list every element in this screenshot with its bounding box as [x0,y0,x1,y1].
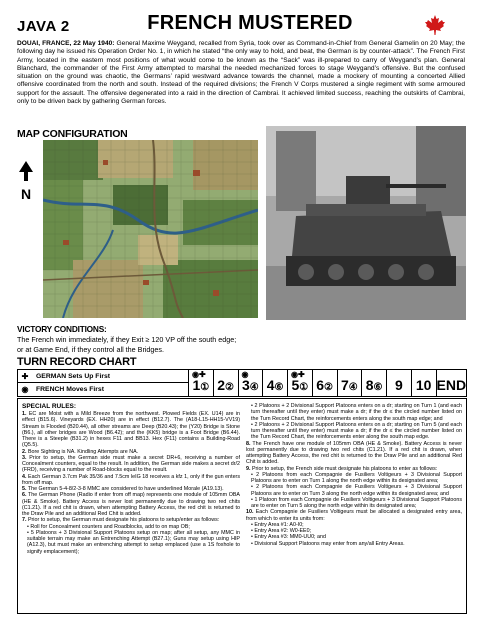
rule-paragraph [246,484,462,497]
turn-8: 8⑥ [362,370,387,396]
turn-record-heading: TURN RECORD CHART [17,356,137,368]
french-moves-row [18,383,188,395]
rule-text: • Entry Area #1: A0-I0; [251,521,304,528]
rule-text: • Entry Area #3: MM0-UU0; and [251,534,326,541]
rule-number: 1. [22,411,27,417]
turn-3: ◉ 3④ [239,370,264,396]
rule-paragraph [246,403,462,422]
turn-4: 4⑥ [263,370,288,396]
scenario-title: FRENCH MUSTERED [147,12,353,34]
victory-line-1: The French win immediately, if they Exit ≥ 120 VP off the south edge; [17,335,237,344]
rule-paragraph [246,422,462,441]
rule-text: • Entry Area #2: W0-EE0; [251,528,312,534]
victory-conditions-text [17,335,257,354]
rule-paragraph [22,530,240,555]
victory-conditions-heading: VICTORY CONDITIONS: [17,324,107,334]
rule-number: 5. [22,486,27,492]
rule-text: • 1 Platoon from each Compagnie de Fusiliers Voltigeurs + 3 Divisional Support Platoons are to enter on Turn 5 along the north edge within its designated area; [251,496,462,509]
rule-paragraph [246,472,462,485]
rule-number: 9. [246,465,251,472]
roundel-icon: ◉ [21,384,29,394]
rule-text: EC are Moist with a Mild Breeze from the northwest. Plowed Fields (EX. U14) are in effect (B15.6). Vineyards (EX. HH20) are in effect (B12.7). The (A18-L15-HH15-VV19) Stream is Flooded (B20.44), all other streams are Deep (B20.43); the (Y20) Bridge is Stone (B6.), all other bridges are Wood (B6.42); and the (KK5) bridge is a Foot Bridge (B6.44). There is a Steeple (B31.2) in hexes F11 and BB13. Hex (F11) contains a Building-Road (Q5.5). [22,411,240,449]
rule-text: The German Phone (Radio if enter from off map) represents one module of 105mm OBA (HE & Smoke). Battery Access is never lost permanently due to drawing two red chits (C1.21). If a red chit is drawn, when attempting Battery Access, the red chit is returned to the Draw Pile and an additional Red Chit is added. [22,492,240,517]
turn-2: 2② [214,370,239,396]
turn-end: END [436,377,467,393]
rule-text: Prior to setup, the German must designate his platoons to setup/enter as follows: [26,517,220,524]
rule-number: 8. [246,440,251,447]
historical-photo [266,126,466,320]
german-setup-row [18,370,188,383]
arrow-up-icon [15,160,37,182]
rule-number: 4. [22,473,27,480]
maple-leaf-icon [424,14,446,36]
rule-text: • Roll for Concealment counters and Roadblocks, add to on map OB; [27,523,190,530]
scenario-id: JAVA 2 [17,18,70,35]
rule-number: 7. [22,517,27,524]
turn-9: 9 [387,370,412,396]
rule-text: • Divisional Support Platoons may enter from any/all Entry Areas. [251,540,405,547]
rule-paragraph [246,441,462,466]
dateline: DOUAI, FRANCE, 22 May 1940: [17,40,115,47]
rule-number: 3. [22,454,27,461]
victory-line-2: or at Game End, if they control all the Bridges. [17,344,165,354]
rule-paragraph [22,411,240,449]
turn-7: 7④ [338,370,363,396]
special-rules-right-column [246,403,462,547]
rule-text: • 5 Platoons + 3 Divisional Support Platoons setup on map; after all setup, any MMC in suitable terrain may make an Entrenching Attempt (B27.1); Guns may setup using HIP (A12.3), but must make an entrenching attempt to setup emplaced (use a 1S foxhole to signify emplacement); [27,529,240,555]
rule-text: • 2 Platoons + 2 Divisional Support Platoons enters on a dr; starting on Turn 5 (and each turn thereafter until they enter) must make a dr; if the dr ≤ the circled number listed on the Turn Record Chart, the reinforcements enter along the south map edge. [251,421,462,441]
special-rules-heading: SPECIAL RULES: [22,403,77,410]
rule-text: Prior to setup, the German side must make a secret DR+6, receiving a number of Concealment counters, equal to the result. In addition, the German side makes a secret dr/2 (FRD), receiving a number of Road-blocks equal to the result. [22,454,240,474]
cross-icon: ✚ [21,371,29,381]
map-configuration-heading: MAP CONFIGURATION [17,128,128,140]
german-setup-label: GERMAN Sets Up First [36,372,111,380]
rule-paragraph [246,509,462,522]
rule-number: 6. [22,492,27,499]
rule-text: • 2 Platoons + 2 Divisional Support Platoons enters on a dr; starting on Turn 1 (and each turn thereafter until they enter) must make a dr; if the dr ≤ the circled number listed on the Turn Record Chart, the reinforcements enters along the south map edge; and [251,403,462,422]
turn-track [188,370,466,396]
rule-text: • 2 Platoons from each Compagnie de Fusiliers Voltigeurs + 3 Divisional Support Platoons are to enter on Turn 1 along the north edge within its designated area; [251,471,462,484]
rule-paragraph [246,497,462,510]
intro-paragraph [17,40,465,106]
turn-record-chart [17,369,467,397]
french-moves-label: FRENCH Moves First [36,385,104,393]
north-compass [15,160,37,201]
rule-text: Each German 3.7cm Pak 35/36 and 7.5cm leIG 18 receives a kfz 1, only if the gun enters from off map. [22,473,240,486]
rule-text: • 2 Platoons from each Compagnie de Fusiliers Voltigeurs + 3 Divisional Support Platoons are to enter on Turn 3 along the north edge within its designated area; and [251,484,462,497]
turn-1: ◉✚ 1① [189,370,214,396]
special-rules-box [17,398,467,614]
special-rules-left-column [22,403,240,555]
compass-letter: N [20,186,32,202]
intro-text: General Maxime Weygand, recalled from Syria, took over as Command-in-Chief from General Gamelin on 20 May; the following day he issued his Operation Order No. 1, in which he stated “the only way to hold, and beat, the German is by counter-attack”. The French First Army, located in the eastern most positions of what would come to be known as the “Sack” was ill-prepared to carry of Weygand’s plan. General Blanchard, the commander of the First Army attempted to marshal the needed mechanized forces to stage Weygand’s offensive. But the confused situation on the ground was chaotic, the Germans’ rapid westward advance towards the channel, made a mockery of mounting a concerted Allied offensive coordinated from the north and south. Instead of the required divisions; the French V Corps mustered a single regiment with some armoured support for the assault. The offensive degenerated into a raid in the direction of Cambrai. It achieved limited success, reaching the outskirts of Cambrai, only to be driven back by gathering German forces. [17,40,465,106]
hex-map [43,140,258,318]
rule-text: Each Compagnie de Fusiliers Voltigeurs must be allocated a designated entry area, from which to enter its units from: [246,509,462,522]
rule-text: The French have one module of 105mm OBA (HE & Smoke). Battery Access is never lost permanently due to drawing two red chits (C1.21). If a red chit is drawn, when attempting Battery Access, the red chit is returned to the Draw Pile and an additional Red Chit is added. [246,440,462,466]
turn-6: 6② [313,370,338,396]
rule-paragraph [246,541,462,547]
rule-text: Bore Sighting is NA. Kindling Attempts are NA. [26,448,139,455]
tank-photo [266,126,466,320]
rule-text: Prior to setup, the French side must designate his platoons to enter as follows: [250,465,438,472]
map-terrain [43,140,258,318]
turn-5: ◉✚ 5① [288,370,313,396]
rule-number: 10. [246,509,254,516]
rule-number: 2. [22,448,27,455]
rule-paragraph [22,455,240,474]
rule-paragraph [22,492,240,517]
rule-text: The German 5-4-8/2-3-8 MMC are considered to have underlined Morale (A19.13). [26,486,224,492]
turn-10: 10 [412,370,437,396]
rule-paragraph [22,474,240,487]
